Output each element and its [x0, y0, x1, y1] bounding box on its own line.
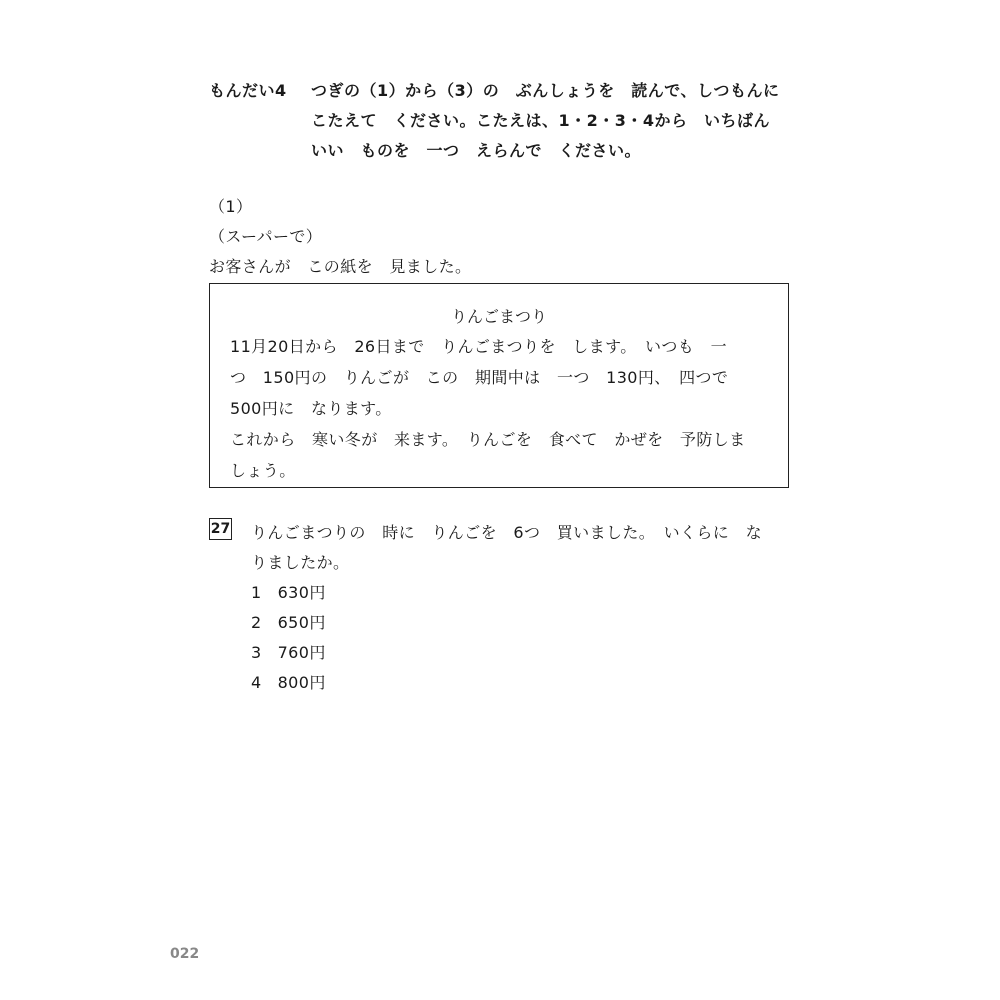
- question-line-2: りましたか。: [251, 553, 350, 572]
- option-number: 3: [251, 643, 262, 662]
- notice-line-5: しょう。: [230, 461, 296, 480]
- option-2[interactable]: [251, 610, 326, 633]
- passage-setting: （スーパーで）: [209, 227, 323, 246]
- notice-title: りんごまつり: [450, 307, 547, 326]
- instruction-line-2: こたえて ください。こたえは、1・2・3・4から いちばん: [311, 111, 771, 130]
- option-text: 760円: [277, 643, 326, 662]
- option-number: 2: [251, 613, 262, 632]
- notice-line-4: これから 寒い冬が 来ます。 りんごを 食べて かぜを 予防しま: [230, 430, 746, 449]
- notice-line-3: 500円に なります。: [230, 399, 392, 418]
- option-number: 1: [251, 583, 262, 602]
- option-1[interactable]: [251, 580, 326, 603]
- instruction-label: もんだい4: [209, 81, 287, 100]
- notice-box: [209, 283, 789, 488]
- option-3[interactable]: [251, 640, 326, 663]
- passage-intro: お客さんが この紙を 見ました。: [209, 257, 472, 276]
- page-number: 022: [170, 946, 200, 962]
- option-4[interactable]: [251, 670, 326, 693]
- option-number: 4: [251, 673, 262, 692]
- option-text: 650円: [277, 613, 326, 632]
- option-text: 800円: [277, 673, 326, 692]
- passage-number: （1）: [209, 197, 253, 216]
- instruction-line-3: いい ものを 一つ えらんで ください。: [311, 141, 642, 160]
- instruction-line-1: つぎの（1）から（3）の ぶんしょうを 読んで、しつもんに: [311, 81, 780, 100]
- option-text: 630円: [277, 583, 326, 602]
- notice-line-2: つ 150円の りんごが この 期間中は 一つ 130円、 四つで: [230, 368, 729, 387]
- notice-line-1: 11月20日から 26日まで りんごまつりを します。 いつも 一: [230, 337, 727, 356]
- question-number: 27: [209, 518, 232, 540]
- question-line-1: りんごまつりの 時に りんごを 6つ 買いました。 いくらに な: [251, 523, 762, 542]
